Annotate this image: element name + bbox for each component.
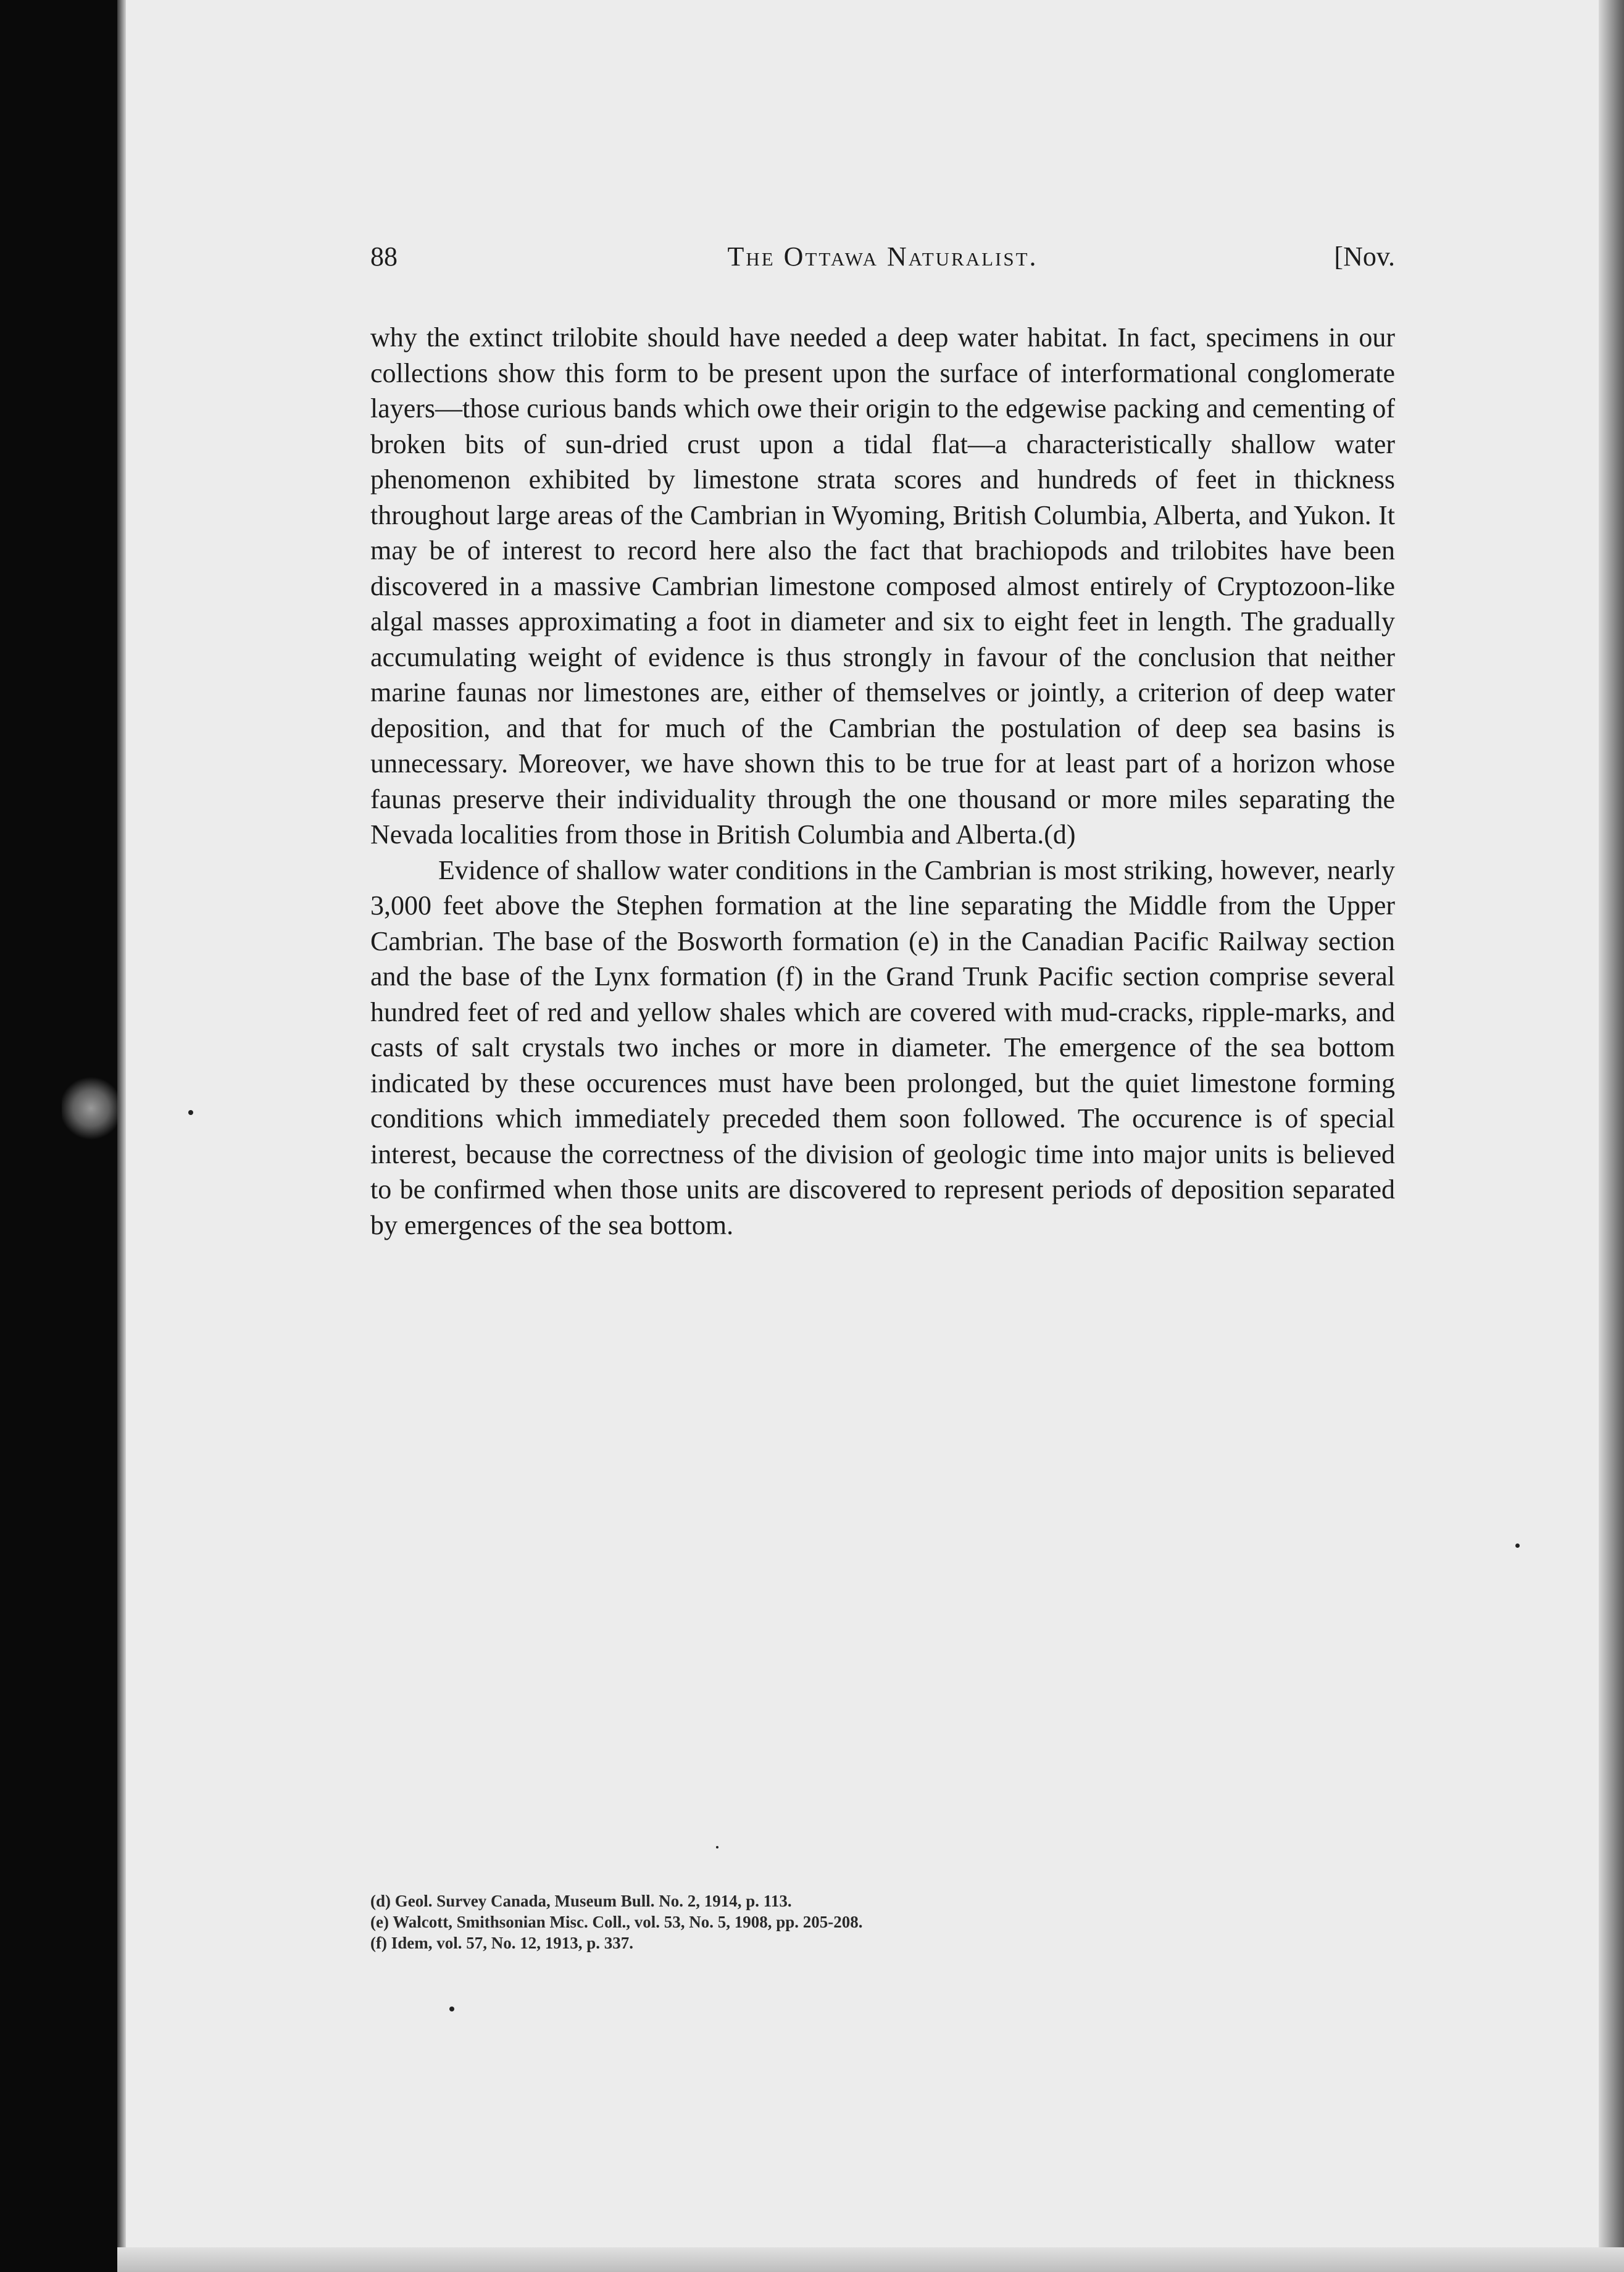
scan-speck bbox=[449, 2007, 454, 2011]
paragraph-continued: why the extinct trilobite should have needed a deep water habitat. In fact, specimens in our collections show this form to be present upon the surface of interformational conglomerate layers—those curious bands which owe their origin to the edgewise packing and cementing of broken bits of sun-dried crust upon a tidal flat—a characteristically shallow water phenomenon exhibited by limestone strata scores and hundreds of feet in thickness throughout large areas of the Cambrian in Wyoming, British Columbia, Alberta, and Yukon. It may be of interest to record here also the fact that brachiopods and trilobites have been discovered in a massive Cambrian limestone composed almost entirely of Cryptozoon-like algal masses approximating a foot in diameter and six to eight feet in length. The gradually accumulating weight of evidence is thus strongly in favour of the conclusion that neither marine faunas nor limestones are, either of themselves or jointly, a criterion of deep water deposition, and that for much of the Cambrian the postulation of deep sea basins is unnecessary. Moreover, we have shown this to be true for at least part of a horizon whose faunas preserve their individuality through the one thousand or more miles separating the Nevada localities from those in British Columbia and Alberta.(d) bbox=[370, 322, 1395, 850]
footnote-d: (d) Geol. Survey Canada, Museum Bull. No. 2, 1914, p. 113. bbox=[370, 1892, 792, 1910]
footnotes bbox=[370, 1890, 1395, 1953]
page-number: 88 bbox=[370, 241, 398, 272]
page-right-edge bbox=[1599, 0, 1624, 2272]
issue-label: [Nov. bbox=[1334, 241, 1395, 272]
scan-speck bbox=[188, 1110, 193, 1115]
running-header bbox=[370, 241, 1395, 296]
scan-speck bbox=[716, 1846, 718, 1848]
body-text bbox=[370, 320, 1395, 1243]
scan-smudge bbox=[62, 1074, 120, 1142]
page-bottom-edge bbox=[117, 2247, 1624, 2272]
footnote-e: (e) Walcott, Smithsonian Misc. Coll., vol. 53, No. 5, 1908, pp. 205-208. bbox=[370, 1913, 863, 1931]
document-page bbox=[370, 241, 1395, 1952]
scan-speck bbox=[1515, 1543, 1520, 1548]
paragraph-shallow-water-evidence: Evidence of shallow water conditions in the Cambrian is most striking, however, nearly 3,000 feet above the Stephen formation at the line separating the Middle from the Upper Cambrian. The base of the Bosworth formation (e) in the Canadian Pacific Railway section and the base of the Lynx formation (f) in the Grand Trunk Pacific section comprise several hundred feet of red and yellow shales which are covered with mud-cracks, ripple-marks, and casts of salt crystals two inches or more in diameter. The emergence of the sea bottom indicated by these occurences must have been prolonged, but the quiet limestone forming conditions which immediately preceded them soon followed. The occurence is of special interest, because the correctness of the division of geologic time into major units is believed to be confirmed when those units are discovered to represent periods of deposition separated by emergences of the sea bottom. bbox=[370, 854, 1395, 1240]
journal-title: The Ottawa Naturalist. bbox=[727, 241, 1038, 272]
footnote-f: (f) Idem, vol. 57, No. 12, 1913, p. 337. bbox=[370, 1934, 633, 1952]
